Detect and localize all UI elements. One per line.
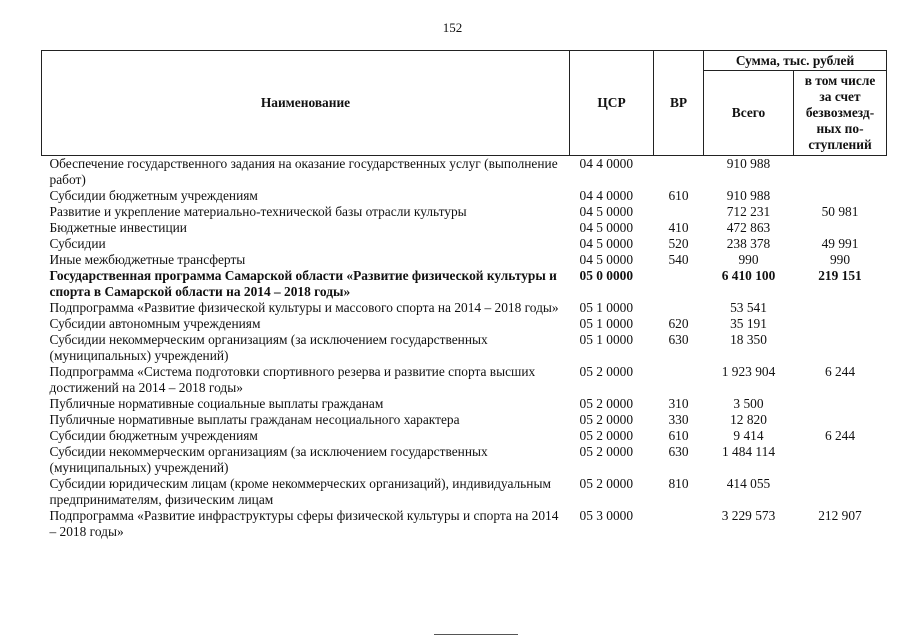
row-free: 50 981 bbox=[821, 204, 859, 219]
row-name: Государственная программа Самарской области «Развитие физической культуры и спорта в Самарской области на 2014 – 2018 годы» bbox=[49, 268, 557, 299]
row-free: 219 151 bbox=[818, 268, 862, 283]
header-sum: Сумма, тыс. рублей bbox=[704, 51, 887, 71]
table-row bbox=[42, 332, 887, 364]
row-name: Субсидии некоммерческим организациям (за исключением государственных (муниципальных) учреждений) bbox=[49, 332, 488, 363]
row-csr: 05 2 0000 bbox=[579, 444, 634, 459]
table-body bbox=[42, 156, 887, 541]
row-name: Подпрограмма «Развитие физической культуры и массового спорта на 2014 – 2018 годы» bbox=[49, 300, 559, 315]
row-total: 53 541 bbox=[730, 300, 767, 315]
table-row bbox=[42, 412, 887, 428]
row-vr bbox=[654, 156, 704, 189]
row-free bbox=[794, 476, 887, 508]
row-name: Субсидии некоммерческим организациям (за исключением государственных (муниципальных) учреждений) bbox=[49, 444, 488, 475]
row-csr: 05 2 0000 bbox=[579, 412, 634, 427]
row-total: 12 820 bbox=[730, 412, 767, 427]
row-name: Подпрограмма «Система подготовки спортивного резерва и развитие спорта высших достижений на 2014 – 2018 годы» bbox=[49, 364, 536, 395]
row-free bbox=[794, 300, 887, 316]
header-name: Наименование bbox=[42, 51, 570, 156]
row-csr: 04 4 0000 bbox=[579, 156, 634, 171]
row-total: 990 bbox=[738, 252, 759, 267]
row-total: 9 414 bbox=[733, 428, 764, 443]
header-free: в том числе за счет безвозмезд-ных по-ступлений bbox=[794, 71, 887, 156]
row-csr: 05 2 0000 bbox=[579, 364, 634, 379]
row-total: 18 350 bbox=[730, 332, 767, 347]
row-csr: 04 5 0000 bbox=[579, 204, 634, 219]
row-total: 910 988 bbox=[726, 156, 771, 171]
row-vr bbox=[654, 364, 704, 396]
row-csr: 05 0 0000 bbox=[579, 268, 634, 283]
row-vr: 540 bbox=[668, 252, 689, 267]
table-row bbox=[42, 444, 887, 476]
row-name: Развитие и укрепление материально-технической базы отрасли культуры bbox=[49, 204, 467, 219]
row-csr: 05 1 0000 bbox=[579, 316, 634, 331]
row-total: 3 500 bbox=[733, 396, 764, 411]
row-name: Публичные нормативные социальные выплаты гражданам bbox=[49, 396, 384, 411]
row-csr: 04 5 0000 bbox=[579, 220, 634, 235]
row-free bbox=[794, 220, 887, 236]
row-vr: 810 bbox=[668, 476, 689, 491]
row-name: Обеспечение государственного задания на оказание государственных услуг (выполнение работ) bbox=[49, 156, 558, 187]
row-free bbox=[794, 156, 887, 189]
row-total: 712 231 bbox=[726, 204, 771, 219]
table-row bbox=[42, 300, 887, 316]
row-csr: 05 1 0000 bbox=[579, 332, 634, 347]
header-vr: ВР bbox=[654, 51, 704, 156]
budget-table bbox=[41, 50, 887, 540]
row-free bbox=[794, 412, 887, 428]
table-row bbox=[42, 316, 887, 332]
row-name: Иные межбюджетные трансферты bbox=[49, 252, 246, 267]
row-total: 6 410 100 bbox=[721, 268, 776, 283]
row-vr bbox=[654, 508, 704, 540]
row-free bbox=[794, 332, 887, 364]
row-vr: 620 bbox=[668, 316, 689, 331]
table-row bbox=[42, 156, 887, 189]
row-free: 212 907 bbox=[818, 508, 862, 523]
row-csr: 05 1 0000 bbox=[579, 300, 634, 315]
table-row bbox=[42, 428, 887, 444]
row-csr: 05 2 0000 bbox=[579, 476, 634, 491]
row-name: Субсидии автономным учреждениям bbox=[49, 316, 261, 331]
row-csr: 05 3 0000 bbox=[579, 508, 634, 523]
header-total: Всего bbox=[704, 71, 794, 156]
row-total: 472 863 bbox=[726, 220, 771, 235]
row-total: 910 988 bbox=[726, 188, 771, 203]
row-free: 990 bbox=[829, 252, 851, 267]
row-free: 49 991 bbox=[821, 236, 859, 251]
row-vr: 630 bbox=[668, 444, 689, 459]
row-total: 1 484 114 bbox=[721, 444, 776, 459]
row-csr: 05 2 0000 bbox=[579, 428, 634, 443]
row-vr: 520 bbox=[668, 236, 689, 251]
row-total: 414 055 bbox=[726, 476, 771, 491]
row-name: Публичные нормативные выплаты гражданам несоциального характера bbox=[49, 412, 460, 427]
row-vr: 330 bbox=[668, 412, 689, 427]
table-row bbox=[42, 236, 887, 252]
footer-rule bbox=[434, 634, 518, 635]
table-row bbox=[42, 268, 887, 300]
row-name: Субсидии юридическим лицам (кроме некоммерческих организаций), индивидуальным предпринимателям, физическим лицам bbox=[49, 476, 551, 507]
page-number: 152 bbox=[442, 20, 463, 35]
row-total: 238 378 bbox=[726, 236, 771, 251]
row-vr bbox=[654, 300, 704, 316]
row-free bbox=[794, 316, 887, 332]
row-vr: 630 bbox=[668, 332, 689, 347]
row-free bbox=[794, 188, 887, 204]
header-csr: ЦСР bbox=[570, 51, 654, 156]
row-free bbox=[794, 396, 887, 412]
row-name: Подпрограмма «Развитие инфраструктуры сферы физической культуры и спорта на 2014 – 2018 годы» bbox=[49, 508, 559, 539]
row-total: 1 923 904 bbox=[721, 364, 776, 379]
row-total: 3 229 573 bbox=[721, 508, 776, 523]
row-free bbox=[794, 444, 887, 476]
row-csr: 04 5 0000 bbox=[579, 252, 634, 267]
table-row bbox=[42, 364, 887, 396]
row-csr: 05 2 0000 bbox=[579, 396, 634, 411]
table-row bbox=[42, 252, 887, 268]
budget-table-container bbox=[41, 50, 886, 540]
row-vr: 610 bbox=[668, 188, 689, 203]
row-vr bbox=[654, 204, 704, 220]
table-row bbox=[42, 204, 887, 220]
table-row bbox=[42, 508, 887, 540]
row-vr: 310 bbox=[668, 396, 689, 411]
row-csr: 04 5 0000 bbox=[579, 236, 634, 251]
table-row bbox=[42, 476, 887, 508]
row-csr: 04 4 0000 bbox=[579, 188, 634, 203]
row-total: 35 191 bbox=[730, 316, 767, 331]
row-vr bbox=[654, 268, 704, 300]
row-name: Субсидии бюджетным учреждениям bbox=[49, 188, 258, 203]
table-header bbox=[42, 51, 887, 156]
row-free: 6 244 bbox=[824, 428, 856, 443]
row-vr: 410 bbox=[668, 220, 689, 235]
table-row bbox=[42, 220, 887, 236]
table-row bbox=[42, 188, 887, 204]
table-row bbox=[42, 396, 887, 412]
row-vr: 610 bbox=[668, 428, 689, 443]
row-name: Субсидии bbox=[49, 236, 106, 251]
row-name: Субсидии бюджетным учреждениям bbox=[49, 428, 258, 443]
row-name: Бюджетные инвестиции bbox=[49, 220, 187, 235]
row-free: 6 244 bbox=[824, 364, 856, 379]
